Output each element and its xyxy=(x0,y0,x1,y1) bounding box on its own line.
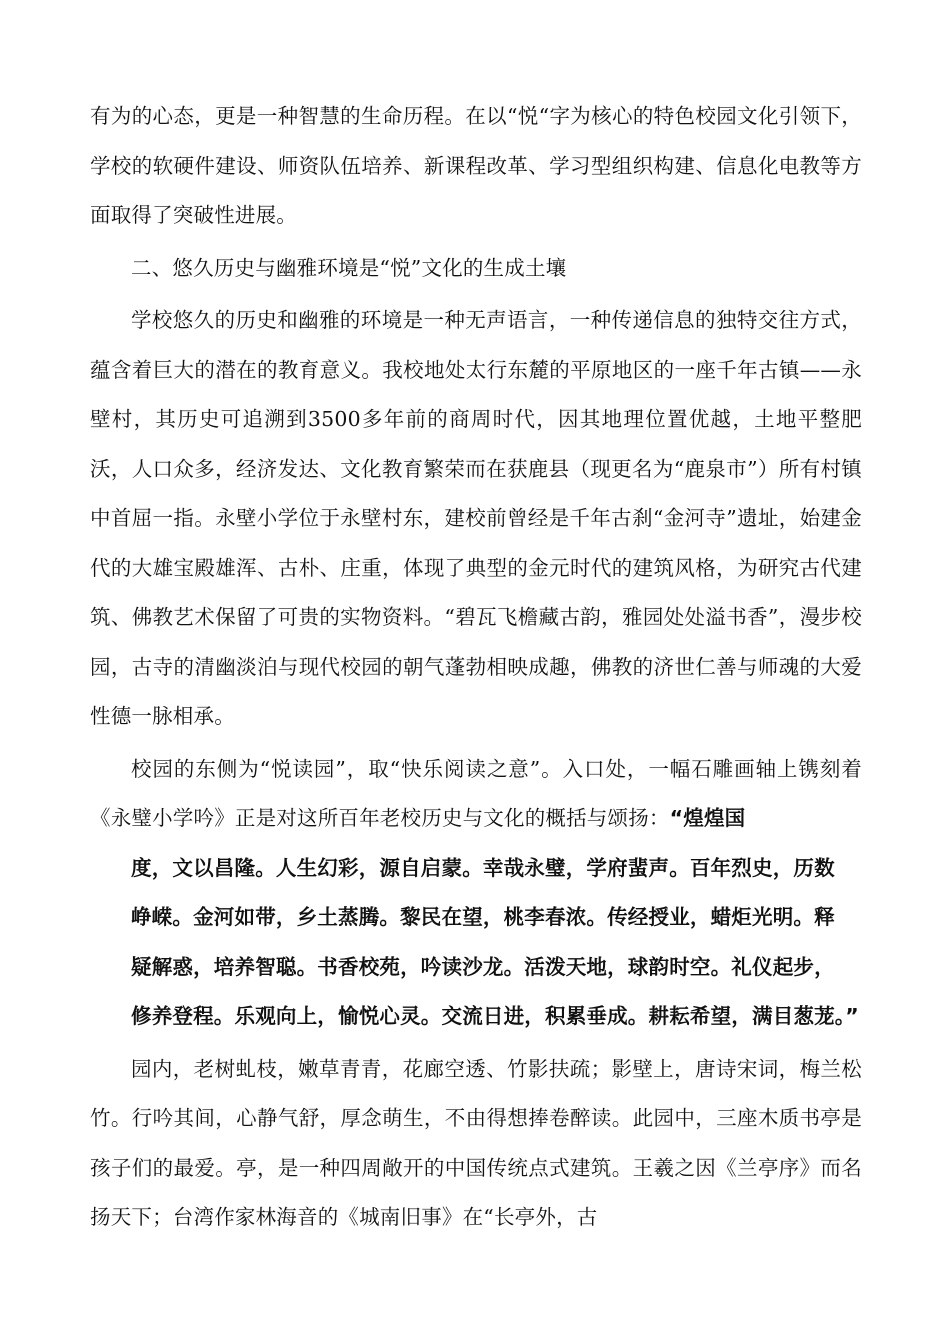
paragraph-continuation: 有为的心态，更是一种智慧的生命历程。在以“悦“字为核心的特色校园文化引领下，学校的软硬件建设、师资队伍培养、新课程改革、学习型组织构建、信息化电教等方面取得了突破性进展。 xyxy=(90,104,862,227)
paragraph-reading-garden-intro: 校园的东侧为“悦读园”，取“快乐阅读之意”。入口处，一幅石雕画轴上镌刻着《永璧小学吟》正是对这所百年老校历史与文化的概括与颂扬： xyxy=(90,756,862,830)
poem-quote-line-1: “煌煌国 xyxy=(669,806,746,830)
poem-quote-line-2: 度，文以昌隆。人生幻彩，源自启蒙。幸哉永璧，学府蜚声。百年烈史，历数 xyxy=(131,855,835,880)
section-heading: 二、悠久历史与幽雅环境是“悦”文化的生成土壤 xyxy=(131,255,567,280)
document-page xyxy=(90,92,862,1243)
poem-quote-line-5: 修养登程。乐观向上，愉悦心灵。交流日进，积累垂成。耕耘希望，满目葱茏。” xyxy=(131,1004,859,1028)
poem-quote-line-3: 峥嵘。金河如带，乡土蒸腾。黎民在望，桃李春浓。传经授业，蜡炬光明。释 xyxy=(131,905,835,929)
paragraph-garden-description: 园内，老树虬枝，嫩草青青，花廊空透、竹影扶疏；影壁上，唐诗宋词，梅兰松竹。行吟其间，心静气舒，厚念萌生，不由得想捧卷醉读。此园中，三座木质书亭是孩子们的最爱。亭，是一种四周敞开的中国传统点式建筑。王羲之因《兰亭序》而名扬天下；台湾作家林海音的《城南旧事》在“长亭外，古 xyxy=(90,1056,862,1229)
poem-quote-line-4: 疑解惑，培养智聪。书香校苑，吟读沙龙。活泼天地，球韵时空。礼仪起步， xyxy=(131,954,835,979)
paragraph-reading-garden xyxy=(90,745,862,1042)
paragraph-history: 学校悠久的历史和幽雅的环境是一种无声语言，一种传递信息的独特交往方式，蕴含着巨大的潜在的教育意义。我校地处太行东麓的平原地区的一座千年古镇——永壁村，其历史可追溯到3500多年前的商周时代，因其地理位置优越，土地平整肥沃，人口众多，经济发达、文化教育繁荣而在获鹿县（现更名为“鹿泉市”）所有村镇中首屈一指。永壁小学位于永壁村东，建校前曾经是千年古刹“金河寺”遗址，始建金代的大雄宝殿雄浑、古朴、庄重，体现了典型的金元时代的建筑风格，为研究古代建筑、佛教艺术保留了可贵的实物资料。“碧瓦飞檐藏古韵，雅园处处溢书香”，漫步校园，古寺的清幽淡泊与现代校园的朝气蓬勃相映成趣，佛教的济世仁善与师魂的大爱性德一脉相承。 xyxy=(90,308,862,728)
